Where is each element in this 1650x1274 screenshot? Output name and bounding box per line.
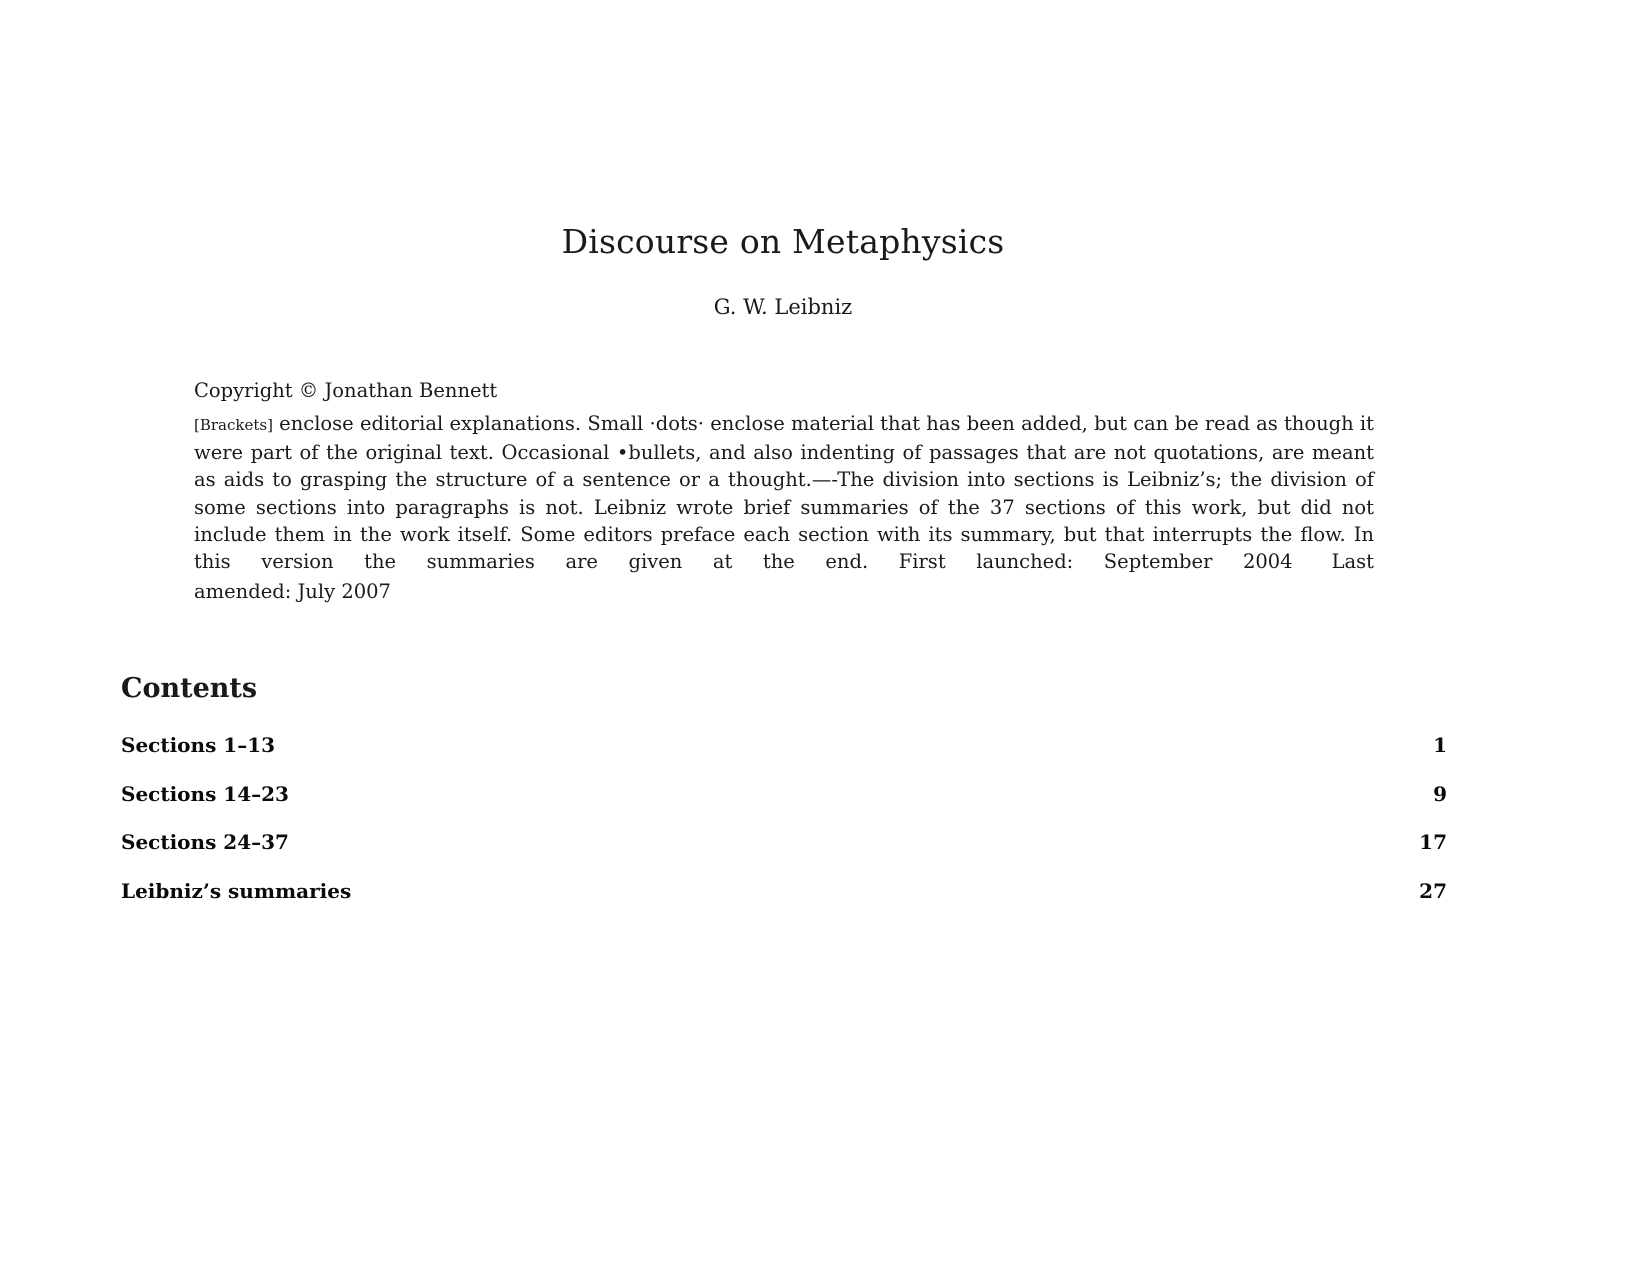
- table-of-contents: [121, 670, 1447, 926]
- toc-entry-page-number[interactable]: 17: [1419, 830, 1447, 854]
- toc-entry-leibniz-summaries[interactable]: [121, 878, 1447, 927]
- toc-entry-label[interactable]: Sections 14–23: [121, 781, 289, 806]
- copyright-line: Copyright © Jonathan Bennett: [194, 379, 498, 402]
- toc-entry-label[interactable]: Sections 24–37: [121, 830, 289, 854]
- contents-heading: Contents: [121, 673, 258, 704]
- editorial-notice: [194, 410, 1374, 575]
- toc-entry-page-number[interactable]: 27: [1419, 878, 1447, 903]
- toc-entry-page-number[interactable]: 9: [1433, 781, 1447, 806]
- toc-entry-label[interactable]: Leibniz’s summaries: [121, 878, 352, 903]
- author-name: G. W. Leibniz: [713, 295, 853, 319]
- editorial-notice-body: enclose editorial explanations. Small ·dots· enclose material that has been added, but can be read as though it were part of the original text. Occasional •bullets, and also indenting of passages that are not quotations, are meant as aids to grasping the structure of a sentence or a thought.—-The division into sections is Leibniz’s; the division of some sections into paragraphs is not. Leibniz wrote brief summaries of the 37 sections of this work, but did not include them in the work itself. Some editors preface each section with its summary, but that interrupts the flow. In this version the summaries are given at the end. First launched: September 2004 Last: [194, 412, 1374, 574]
- front-matter: [194, 378, 1374, 609]
- toc-entry-label[interactable]: Sections 1–13: [121, 733, 276, 757]
- amended-date-line: amended: July 2007: [194, 580, 391, 604]
- page-title: Discourse on Metaphysics: [561, 222, 1005, 261]
- toc-entry-sections-1-13[interactable]: [121, 732, 1447, 781]
- toc-entry-page-number[interactable]: 1: [1433, 733, 1447, 757]
- brackets-label: [Brackets]: [194, 416, 273, 434]
- toc-entry-sections-14-23[interactable]: [121, 781, 1447, 830]
- toc-entry-sections-24-37[interactable]: [121, 829, 1447, 878]
